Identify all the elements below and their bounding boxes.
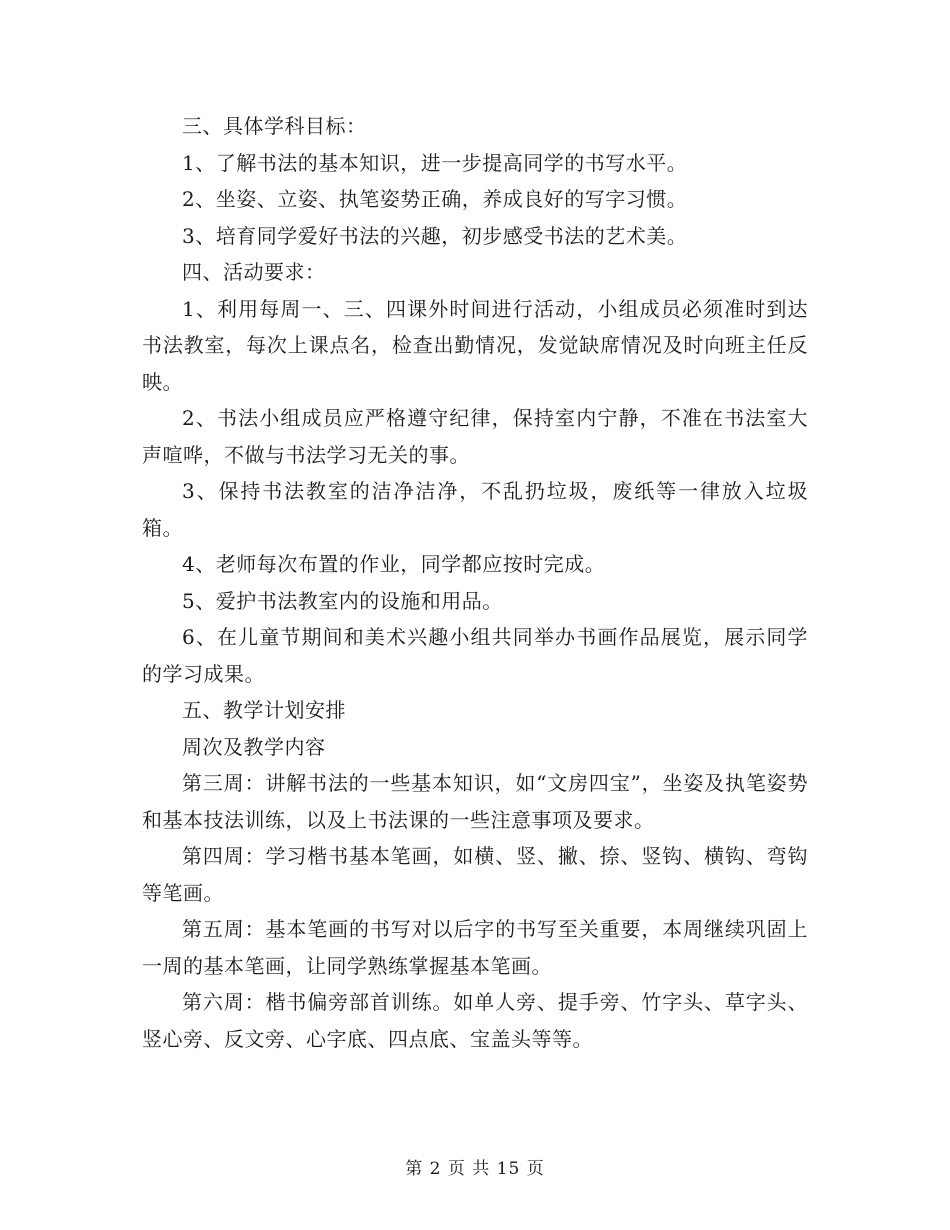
paragraph: 第六周：楷书偏旁部首训练。如单人旁、提手旁、竹字头、草字头、竖心旁、反文旁、心字底、四点底、宝盖头等等。 — [142, 990, 808, 1051]
paragraph: 3、培育同学爱好书法的兴趣，初步感受书法的艺术美。 — [182, 223, 688, 248]
paragraph: 1、了解书法的基本知识，进一步提高同学的书写水平。 — [182, 150, 688, 175]
paragraph: 2、坐姿、立姿、执笔姿势正确，养成良好的写字习惯。 — [182, 187, 688, 211]
paragraph: 5、爱护书法教室内的设施和用品。 — [182, 588, 503, 613]
paragraph: 4、老师每次布置的作业，同学都应按时完成。 — [182, 552, 606, 576]
paragraph: 1、利用每周一、三、四课外时间进行活动，小组成员必须准时到达书法教室，每次上课点名，检查出勤情况，发觉缺席情况及时向班主任反映。 — [142, 296, 808, 394]
paragraph: 第五周：基本笔画的书写对以后字的书写至关重要，本周继续巩固上一周的基本笔画，让同学熟练掌握基本笔画。 — [142, 917, 808, 978]
paragraph: 第四周：学习楷书基本笔画，如横、竖、撇、捺、竖钩、横钩、弯钩等笔画。 — [142, 844, 808, 905]
section-heading-subject-goals: 三、具体学科目标： — [182, 114, 367, 138]
paragraph: 2、书法小组成员应严格遵守纪律，保持室内宁静，不准在书法室大声喧哗，不做与书法学习无关的事。 — [142, 406, 808, 467]
page-number-footer: 第 2 页 共 15 页 — [405, 1159, 545, 1179]
document-body — [142, 108, 808, 1057]
subheading-weekly-content: 周次及教学内容 — [182, 734, 326, 759]
section-heading-activity-requirements: 四、活动要求： — [182, 260, 326, 284]
paragraph: 6、在儿童节期间和美术兴趣小组共同举办书画作品展览，展示同学的学习成果。 — [142, 625, 808, 686]
paragraph: 3、保持书法教室的洁净洁净，不乱扔垃圾，废纸等一律放入垃圾箱。 — [142, 479, 808, 540]
paragraph: 第三周：讲解书法的一些基本知识，如“文房四宝”，坐姿及执笔姿势和基本技法训练，以及上书法课的一些注意事项及要求。 — [142, 771, 808, 832]
section-heading-teaching-plan: 五、教学计划安排 — [182, 698, 346, 722]
